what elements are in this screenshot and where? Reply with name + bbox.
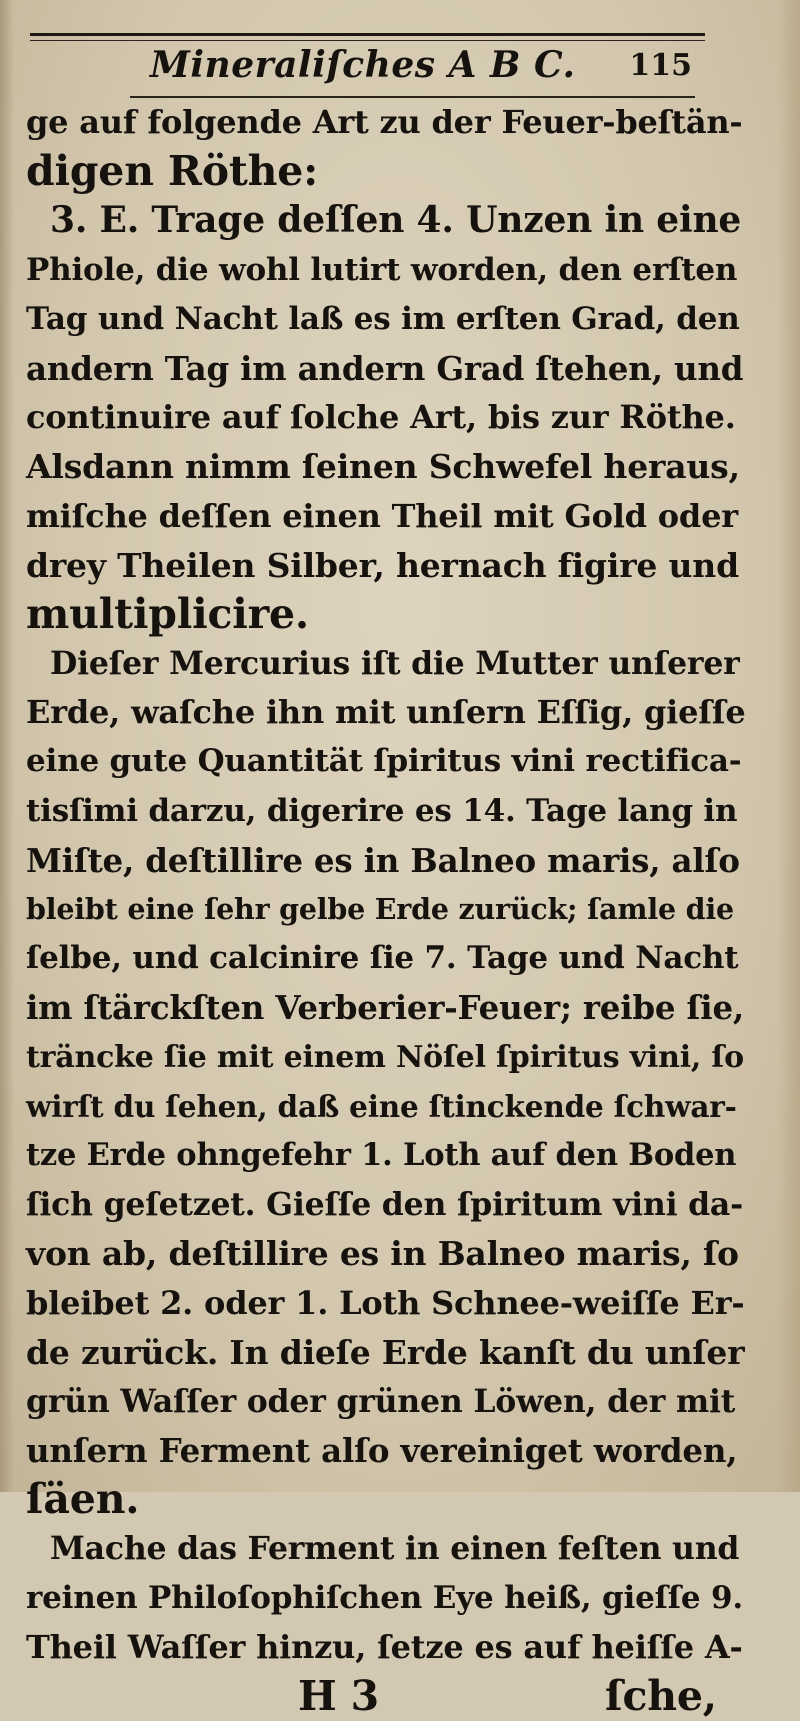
text-line: ge auf folgende Art zu der Feuer-beſtän- <box>26 103 743 141</box>
text-line: grün Waſſer oder grünen Löwen, der mit <box>26 1382 736 1420</box>
text-line: bleibet 2. oder 1. Loth Schnee-weiſſe Er- <box>26 1283 745 1322</box>
text-line: im ſtärckſten Verberier-Feuer; reibe ſie, <box>26 988 745 1028</box>
text-line: von ab, deſtillire es in Balneo maris, ſo <box>26 1234 739 1274</box>
text-line: bleibt eine ſehr gelbe Erde zurück; ſamle die <box>26 892 734 926</box>
catchword: ſche, <box>605 1672 717 1720</box>
text-line: ſelbe, und calcinire ſie 7. Tage und Nacht <box>26 940 739 977</box>
text-line: Phiole, die wohl lutirt worden, den erſten <box>26 251 738 288</box>
text-line: digen Röthe: <box>26 147 319 196</box>
text-line: träncke ſie mit einem Nöſel ſpiritus vini, ſo <box>26 1039 744 1075</box>
text-line: miſche deſſen einen Theil mit Gold oder <box>26 496 738 535</box>
text-line: unſern Ferment alſo vereiniget worden, <box>26 1431 738 1471</box>
signature-line <box>26 1672 746 1721</box>
text-line: Tag und Nacht laß es im erſten Grad, den <box>26 300 740 337</box>
text-line: wirſt du ſehen, daß eine ſtinckende ſchwar- <box>26 1088 737 1124</box>
body-text <box>26 98 746 1721</box>
text-line: multiplicire. <box>26 589 309 638</box>
running-head <box>150 44 710 94</box>
signature-mark: H 3 <box>298 1672 379 1720</box>
text-line: Theil Waſſer hinzu, ſetze es auf heiſſe A- <box>26 1627 743 1666</box>
text-line: Alsdann nimm ſeinen Schwefel heraus, <box>26 447 740 487</box>
text-line: tisſimi darzu, digerire es 14. Tage lang in <box>26 792 738 829</box>
text-line: ſäen. <box>26 1475 140 1524</box>
text-line: de zurück. In dieſe Erde kanſt du unſer <box>26 1332 745 1372</box>
text-line: andern Tag im andern Grad ſtehen, und <box>26 348 744 388</box>
text-line: Mache das Ferment in einen feſten und <box>50 1530 740 1568</box>
text-line: Dieſer Mercurius iſt die Mutter unſerer <box>50 645 740 683</box>
header-rule-thick <box>30 33 705 36</box>
text-line: reinen Philoſophiſchen Eye heiß, gieſſe 9. <box>26 1579 743 1616</box>
text-line: eine gute Quantität ſpiritus vini rectifica- <box>26 743 742 780</box>
running-title: Mineraliſches A B C. <box>150 44 576 86</box>
page-edge <box>778 0 800 1492</box>
text-line: 3. E. Trage deſſen 4. Unzen in eine <box>50 199 742 242</box>
page-number: 115 <box>629 48 692 83</box>
text-line: tze Erde ohngefehr 1. Loth auf den Boden <box>26 1136 737 1173</box>
header-rule-thin <box>30 40 705 41</box>
text-line: Miſte, deſtillire es in Balneo maris, alſo <box>26 840 740 880</box>
text-line: ſich geſetzet. Gieſſe den ſpiritum vini da- <box>26 1186 744 1224</box>
text-line: drey Theilen Silber, hernach figire und <box>26 545 739 585</box>
gutter-shadow <box>0 0 14 1492</box>
text-line: Erde, waſche ihn mit unſern Eſſig, gieſſe <box>26 693 746 732</box>
text-line: continuire auf ſolche Art, bis zur Röthe. <box>26 398 736 437</box>
